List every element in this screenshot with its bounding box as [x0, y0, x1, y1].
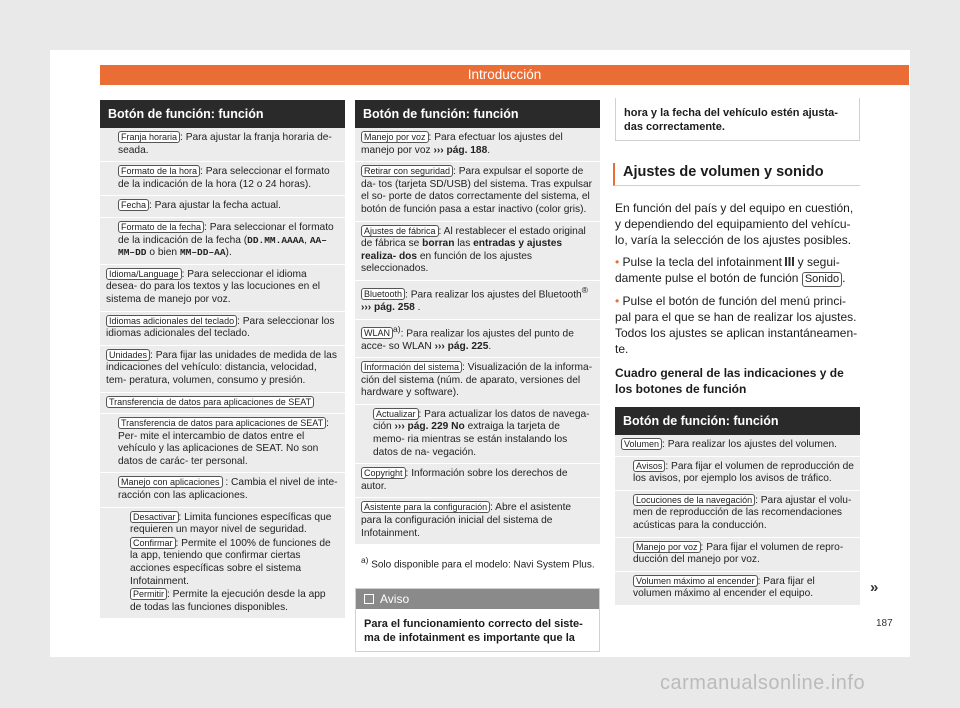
info-icon [364, 594, 374, 604]
table-row: Bluetooth : Para realizar los ajustes del Bluetooth® ››› pág. 258 . [355, 280, 600, 319]
footnote: $^{a)}$ Solo disponible para el modelo: Navi System Plus. [361, 555, 595, 571]
table-row [100, 392, 345, 414]
function-key: Desactivar [130, 511, 179, 523]
function-key: Formato de la hora [118, 165, 200, 177]
function-key: Volumen máximo al encender [633, 575, 758, 587]
table-row: Volumen máximo al encender : Para fijar el volumen máximo al encender el equipo. [615, 571, 860, 605]
table-row: Franja horaria : Para ajustar la franja horaria de- seada. [118, 132, 332, 156]
function-key: Retirar con seguridad [361, 165, 453, 177]
aviso-continuation: hora y la fecha del vehículo estén ajusta- das correctamente. [615, 98, 860, 141]
function-key: Bluetooth [361, 288, 405, 300]
function-key: Locuciones de la navegación [633, 494, 755, 506]
table-row: Idiomas adicionales del teclado : Para seleccionar los idiomas adicionales del teclado. [100, 311, 345, 345]
function-key: Idioma/Language [106, 268, 182, 280]
function-key: Volumen [621, 438, 662, 450]
column-3 [615, 100, 860, 605]
function-key: Transferencia de datos para aplicaciones de SEAT [106, 396, 314, 408]
table-row: Desactivar : Limita funciones específicas que requieren un mayor nivel de seguridad. Confirmar : Permite el 100% de funciones de la app, teniendo que confirmar ciertas acciones específicas sobre el sistema Infotainment. Permitir : Permite la ejecución desde la app de todas las funciones disponibles. [100, 507, 345, 619]
function-key: Ajustes de fábrica [361, 225, 439, 237]
function-table [100, 128, 345, 618]
watermark: carmanualsonline.info [660, 672, 866, 694]
section-title: Ajustes de volumen y sonido [613, 163, 860, 186]
function-key: Manejo por voz [633, 541, 701, 553]
function-key: Fecha [118, 199, 149, 211]
table-row: Manejo por voz : Para fijar el volumen de repro- ducción del manejo por voz. [615, 537, 860, 571]
page-header: Introducción [100, 65, 909, 85]
manual-page [50, 50, 910, 657]
column-1 [100, 100, 345, 618]
function-key: Avisos [633, 460, 665, 472]
function-key: Transferencia de datos para aplicaciones de SEAT [118, 417, 326, 429]
table-row: Copyright : Información sobre los derechos de autor. [355, 463, 600, 497]
aviso-header: Aviso [356, 589, 599, 609]
table-row: Manejo con aplicaciones : Cambia el nivel de inte- racción con las aplicaciones. [100, 472, 345, 506]
bullet-icon: • [615, 294, 620, 308]
bullet-item: • Pulse la tecla del infotainment y segui- damente pulse el botón de función Sonido . [615, 255, 846, 285]
function-key: Formato de la fecha [118, 221, 204, 233]
function-key: Manejo por voz [361, 131, 429, 143]
function-key: Unidades [106, 349, 150, 361]
table-row: Transferencia de datos para aplicaciones de SEAT : Per- mite el intercambio de datos entre el vehículo y las aplicaciones de SEAT. No son datos de carác- ter personal. [100, 413, 345, 472]
table-title: Botón de función: función [100, 100, 345, 128]
table-title: Botón de función: función [355, 100, 600, 128]
table-row: Información del sistema : Visualización de la informa- ción del sistema (núm. de aparato, versiones del hardware y software). [355, 357, 600, 404]
continue-icon: » [870, 579, 879, 596]
function-key: Sonido [802, 272, 842, 287]
bullet-icon: • [615, 255, 620, 269]
table-row: Ajustes de fábrica : Al restablecer el estado original de fábrica se borran las entradas y ajustes realiza- dos en función de los ajustes seleccionados. [355, 221, 600, 280]
page-number: 187 [876, 618, 893, 629]
table-row: Idioma/Language : Para seleccionar el idioma desea- do para los textos y las locuciones en el sistema de manejo por voz. [100, 264, 345, 311]
table-row: Avisos : Para fijar el volumen de reproducción de los avisos, por ejemplo los avisos de tráfico. [615, 456, 860, 490]
subheading: Cuadro general de las indicaciones y de los botones de función [615, 366, 844, 396]
table-row: Locuciones de la navegación : Para ajustar el volu- men de reproducción de las recomendaciones acústicas para la conducción. [615, 490, 860, 537]
function-key: Copyright [361, 467, 406, 479]
function-key: Franja horaria [118, 131, 180, 143]
aviso-box [355, 588, 600, 652]
menu-grid-icon [785, 257, 794, 266]
function-key: WLAN [361, 327, 393, 339]
paragraph: En función del país y del equipo en cuestión, y dependiendo del equipamiento del vehícu- lo, varía la selección de los ajustes posibles. [615, 201, 854, 247]
function-key: Información del sistema [361, 361, 462, 373]
function-key: Actualizar [373, 408, 419, 420]
function-key: Confirmar [130, 537, 176, 549]
function-table [615, 435, 860, 605]
table-title: Botón de función: función [615, 407, 860, 435]
table-row: Formato de la fecha : Para seleccionar el formato de la indicación de la fecha (DD.MM.AAAA, AA–MM–DD o bien MM–DD–AA). [100, 217, 345, 264]
table-row: Volumen : Para realizar los ajustes del volumen. [615, 435, 860, 456]
table-row: Asistente para la configuración : Abre el asistente para la configuración inicial del sistema de Infotainment. [355, 497, 600, 544]
function-key: Manejo con aplicaciones [118, 476, 223, 488]
table-row: Formato de la hora : Para seleccionar el formato de la indicación de la hora (12 o 24 horas). [100, 161, 345, 195]
table-row: Fecha : Para ajustar la fecha actual. [100, 195, 345, 217]
table-row: WLAN $^{a)}$: Para realizar los ajustes del punto de acce- so WLAN ››› pág. 225. [355, 319, 600, 358]
column-2 [355, 100, 600, 652]
aviso-text: Para el funcionamiento correcto del siste- ma de infotainment es importante que la [364, 617, 583, 644]
function-key: Idiomas adicionales del teclado [106, 315, 237, 327]
function-key: Asistente para la configuración [361, 501, 490, 513]
bullet-item: • Pulse el botón de función del menú princi- pal para el que se han de realizar los ajustes. Todos los ajustes se aplican instantáneamen- te. [615, 294, 858, 356]
table-row: Actualizar : Para actualizar los datos de navega- ción ››› pág. 229 No extraiga la tarjeta de memo- ria mientras se están instalando los datos de na- vegación. [355, 404, 600, 463]
table-row: Manejo por voz : Para efectuar los ajustes del manejo por voz ››› pág. 188. [361, 132, 563, 156]
table-row: Unidades : Para fijar las unidades de medida de las indicaciones del vehículo: distancia, velocidad, tem- peratura, volumen, consumo y presión. [100, 345, 345, 392]
table-row: Retirar con seguridad : Para expulsar el soporte de da- tos (tarjeta SD/USB) del sistema. Tras expulsar el so- porte de datos correctamente del sistema, el botón de función pasa a estar inactivo (color gris). [355, 161, 600, 220]
function-key: Permitir [130, 588, 167, 600]
function-table [355, 128, 600, 544]
